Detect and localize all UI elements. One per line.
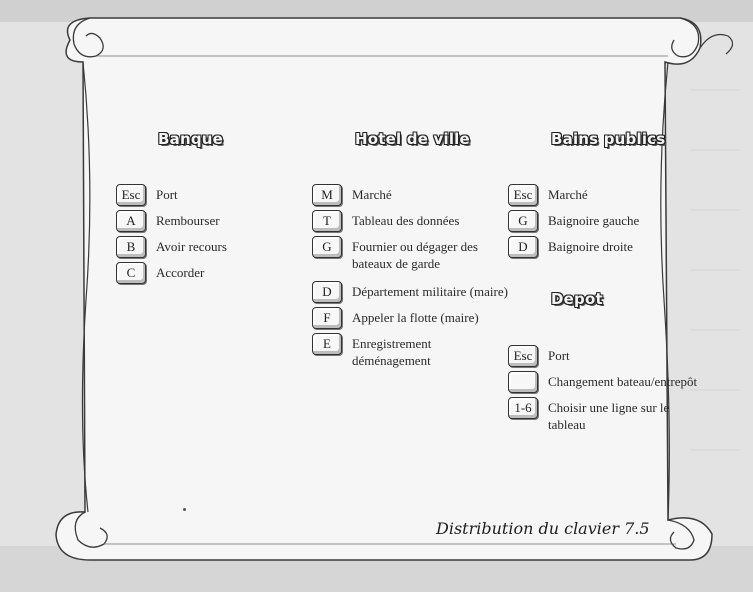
key-action-label: Port bbox=[156, 187, 178, 202]
list-item bbox=[508, 184, 588, 206]
key-cap: G bbox=[312, 236, 342, 258]
list-item bbox=[312, 236, 502, 272]
key-action-label: Baignoire gauche bbox=[548, 213, 640, 228]
section-title-hotel-de-ville: Hotel de ville bbox=[355, 130, 470, 148]
list-item bbox=[508, 371, 697, 393]
key-action-label: Appeler la flotte (maire) bbox=[352, 310, 479, 325]
list-item bbox=[312, 210, 459, 232]
key-action-label: Marché bbox=[548, 187, 588, 202]
key-action-label: Changement bateau/entrepôt bbox=[548, 374, 698, 389]
key-action-label: Accorder bbox=[156, 265, 205, 280]
key-cap: Esc bbox=[508, 345, 538, 367]
key-cap: Esc bbox=[116, 184, 146, 206]
list-item bbox=[116, 210, 220, 232]
list-item bbox=[116, 184, 178, 206]
blank-key-cap bbox=[508, 371, 538, 393]
list-item bbox=[508, 236, 633, 258]
section-title-banque: Banque bbox=[158, 130, 224, 148]
key-cap: F bbox=[312, 307, 342, 329]
key-cap: G bbox=[508, 210, 538, 232]
list-item bbox=[312, 184, 392, 206]
key-cap: B bbox=[116, 236, 146, 258]
key-cap: D bbox=[312, 281, 342, 303]
ink-dot bbox=[183, 508, 186, 511]
key-action-label: Fournier ou dégager des bateaux de garde bbox=[352, 239, 478, 271]
section-title-bains-publics: Bains publics bbox=[551, 130, 666, 148]
key-cap: Esc bbox=[508, 184, 538, 206]
key-cap: C bbox=[116, 262, 146, 284]
list-item bbox=[508, 345, 570, 367]
list-item bbox=[116, 262, 204, 284]
key-action-label: Avoir recours bbox=[156, 239, 227, 254]
page-title: Distribution du clavier 7.5 bbox=[436, 519, 650, 538]
key-action-label: Enregistrement déménagement bbox=[352, 336, 432, 368]
list-item bbox=[312, 333, 502, 369]
key-action-label: Département militaire (maire) bbox=[352, 284, 508, 299]
key-action-label: Choisir une ligne sur le tableau bbox=[548, 400, 670, 432]
key-action-label: Port bbox=[548, 348, 570, 363]
key-cap: 1-6 bbox=[508, 397, 538, 419]
key-action-label: Marché bbox=[352, 187, 392, 202]
key-action-label: Tableau des données bbox=[352, 213, 460, 228]
section-title-depot: Depot bbox=[551, 290, 603, 308]
list-item bbox=[312, 281, 508, 303]
key-cap: T bbox=[312, 210, 342, 232]
key-cap: E bbox=[312, 333, 342, 355]
key-action-label: Baignoire droite bbox=[548, 239, 633, 254]
key-cap: A bbox=[116, 210, 146, 232]
list-item bbox=[312, 307, 479, 329]
key-cap: M bbox=[312, 184, 342, 206]
list-item bbox=[116, 236, 227, 258]
key-cap: D bbox=[508, 236, 538, 258]
key-action-label: Rembourser bbox=[156, 213, 220, 228]
list-item bbox=[508, 210, 639, 232]
list-item bbox=[508, 397, 708, 433]
